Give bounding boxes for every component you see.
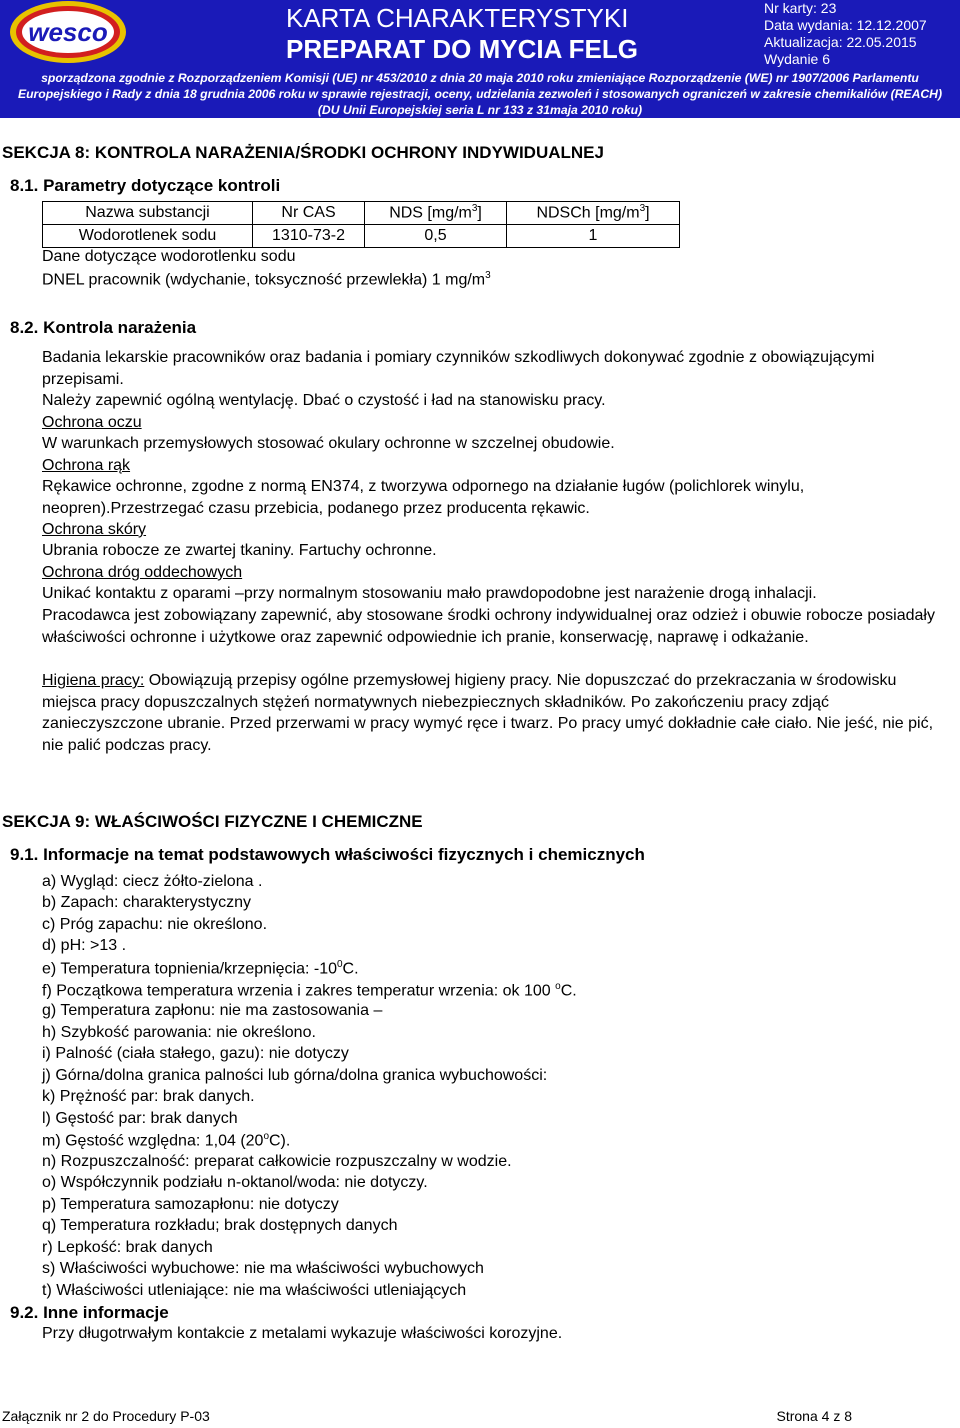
medical-exams-text: Badania lekarskie pracowników oraz badania i pomiary czynników szkodliwych dokonywać zgodnie z obowiązującymi przepisami.: [42, 349, 875, 388]
table-row: [43, 225, 680, 248]
list-item: k) Prężność par: brak danych.: [42, 1088, 255, 1105]
table-header-row: [43, 202, 680, 225]
regulation-line-3: (DU Unii Europejskiej seria L nr 133 z 31maja 2010 roku): [317, 103, 643, 117]
edition: Wydanie 6: [764, 51, 831, 67]
list-item: j) Górna/dolna granica palności lub górna/dolna granica wybuchowości:: [42, 1067, 548, 1084]
card-number: Nr karty: 23: [764, 0, 837, 16]
title-block: [286, 2, 756, 64]
list-item: g) Temperatura zapłonu: nie ma zastosowania –: [42, 1002, 383, 1019]
list-item: q) Temperatura rozkładu; brak dostępnych danych: [42, 1217, 398, 1234]
table-cell: 1310-73-2: [252, 225, 364, 248]
skin-protection-heading: Ochrona skóry: [42, 521, 147, 538]
list-item: f) Początkowa temperatura wrzenia i zakres temperatur wrzenia: ok 100 $^o$C.: [42, 981, 577, 1000]
list-item: c) Próg zapachu: nie określono.: [42, 916, 268, 933]
update-date: Aktualizacja: 22.05.2015: [764, 34, 917, 50]
eye-protection-text: W warunkach przemysłowych stosować okulary ochronne w szczelnej obudowie.: [42, 435, 615, 452]
list-item: o) Współczynnik podziału n-oktanol/woda: nie dotyczy.: [42, 1174, 428, 1191]
list-item: e) Temperatura topnienia/krzepnięcia: $-10^0C$.: [42, 959, 359, 978]
regulation-line-1: sporządzona zgodnie z Rozporządzeniem Komisji (UE) nr 453/2010 z dnia 20 maja 2010 roku zmieniające Rozporządzenie (WE) nr 1907/2006 Parlamentu: [41, 71, 919, 85]
dnel-text: DNEL pracownik (wdychanie, toksyczność przewlekła) 1 $mg/m^3$: [42, 270, 491, 289]
other-info-text: Przy długotrwałym kontakcie z metalami wykazuje właściwości korozyjne.: [42, 1325, 563, 1342]
footer-procedure: Załącznik nr 2 do Procedury P-03: [2, 1408, 210, 1424]
list-item: s) Właściwości wybuchowe: nie ma właściwości wybuchowych: [42, 1260, 484, 1277]
section-8-2-title: 8.2. Kontrola narażenia: [10, 318, 197, 337]
list-item: n) Rozpuszczalność: preparat całkowicie rozpuszczalny w wodzie.: [42, 1153, 512, 1170]
eye-protection-heading: Ochrona oczu: [42, 414, 142, 431]
respiratory-protection-heading: Ochrona dróg oddechowych: [42, 564, 243, 581]
footer-page-number: Strona 4 z 8: [776, 1408, 852, 1424]
list-item: p) Temperatura samozapłonu: nie dotyczy: [42, 1196, 339, 1213]
list-item: h) Szybkość parowania: nie określono.: [42, 1024, 316, 1041]
list-item: i) Palność (ciała stałego, gazu): nie dotyczy: [42, 1045, 349, 1062]
doc-title: KARTA CHARAKTERYSTYKI: [286, 3, 629, 33]
hand-protection-text: Rękawice ochronne, zgodne z normą EN374, z tworzywa odpornego na działanie ługów (polichlorek winylu, neopren).Przestrzegać czasu przebicia, podanego przez producenta rękawic.: [42, 478, 805, 517]
exposure-limits-table: [42, 201, 680, 248]
section-8-title: SEKCJA 8: KONTROLA NARAŻENIA/ŚRODKI OCHRONY INDYWIDUALNEJ: [2, 143, 604, 162]
table-header-cell: Nazwa substancji: [43, 202, 253, 225]
table-header-cell: NDSCh $[mg/m^3]$: [507, 202, 680, 225]
table-cell: 0,5: [365, 225, 507, 248]
list-item: t) Właściwości utleniające: nie ma właściwości utleniających: [42, 1282, 467, 1299]
hygiene-heading: Higiena pracy:: [42, 672, 145, 689]
issue-date: Data wydania: 12.12.2007: [764, 17, 927, 33]
logo-text: wesco: [28, 17, 108, 47]
list-item: m) Gęstość względna: 1,04 (20$^o$C).: [42, 1131, 291, 1150]
list-item: a) Wygląd: ciecz żółto-zielona .: [42, 873, 263, 890]
section-9-1-title: 9.1. Informacje na temat podstawowych właściwości fizycznych i chemicznych: [10, 845, 645, 864]
ventilation-text: Należy zapewnić ogólną wentylację. Dbać o czystość i ład na stanowisku pracy.: [42, 392, 606, 409]
section-9-title: SEKCJA 9: WŁAŚCIWOŚCI FIZYCZNE I CHEMICZNE: [2, 812, 423, 831]
list-item: l) Gęstość par: brak danych: [42, 1110, 238, 1127]
product-name: PREPARAT DO MYCIA FELG: [286, 34, 638, 64]
list-item: d) pH: >13 .: [42, 937, 127, 954]
document-header: [0, 0, 960, 118]
table-header-cell: NDS $[mg/m^3]$: [365, 202, 507, 225]
list-item: r) Lepkość: brak danych: [42, 1239, 213, 1256]
wesco-logo: [8, 0, 128, 64]
table-cell: 1: [507, 225, 680, 248]
regulation-note: [0, 70, 960, 118]
section-8-1-title: 8.1. Parametry dotyczące kontroli: [10, 176, 281, 195]
regulation-line-2: Europejskiego i Rady z dnia 18 grudnia 2006 roku w sprawie rejestracji, oceny, udzielania zezwoleń i stosowanych ograniczeń w zakresie chemikaliów (REACH): [17, 87, 943, 101]
doc-meta: [764, 0, 954, 68]
table-cell: Wodorotlenek sodu: [43, 225, 253, 248]
section-9-2-title: 9.2. Inne informacje: [10, 1303, 169, 1322]
respiratory-protection-text: Unikać kontaktu z oparami –przy normalnym stosowaniu mało prawdopodobne jest narażenie drogą inhalacji.: [42, 585, 817, 602]
hygiene-text: Obowiązują przepisy ogólne przemysłowej higieny pracy. Nie dopuszczać do przekraczania w środowisku miejsca pracy dopuszczalnych stężeń normatywnych niebezpiecznych składników. Po zakończeniu pracy zdjąć zanieczyszczone ubranie. Przed przerwami w pracy wymyć ręce i twarz. Po pracy umyć dokładnie całe ciało. Nie jeść, nie pić, nie palić podczas pracy.: [42, 672, 934, 754]
table-header-cell: Nr CAS: [252, 202, 364, 225]
hand-protection-heading: Ochrona rąk: [42, 457, 131, 474]
skin-protection-text: Ubrania robocze ze zwartej tkaniny. Fartuchy ochronne.: [42, 542, 437, 559]
list-item: b) Zapach: charakterystyczny: [42, 894, 251, 911]
employer-duty-text: Pracodawca jest zobowiązany zapewnić, aby stosowane środki ochrony indywidualnej oraz odzież i obuwie robocze posiadały właściwości ochronne i użytkowe oraz zapewnić odpowiednie ich pranie, konserwację, naprawę i odkażanie.: [42, 607, 935, 646]
dnel-title: Dane dotyczące wodorotlenku sodu: [42, 248, 296, 265]
hygiene-paragraph: [42, 670, 952, 756]
